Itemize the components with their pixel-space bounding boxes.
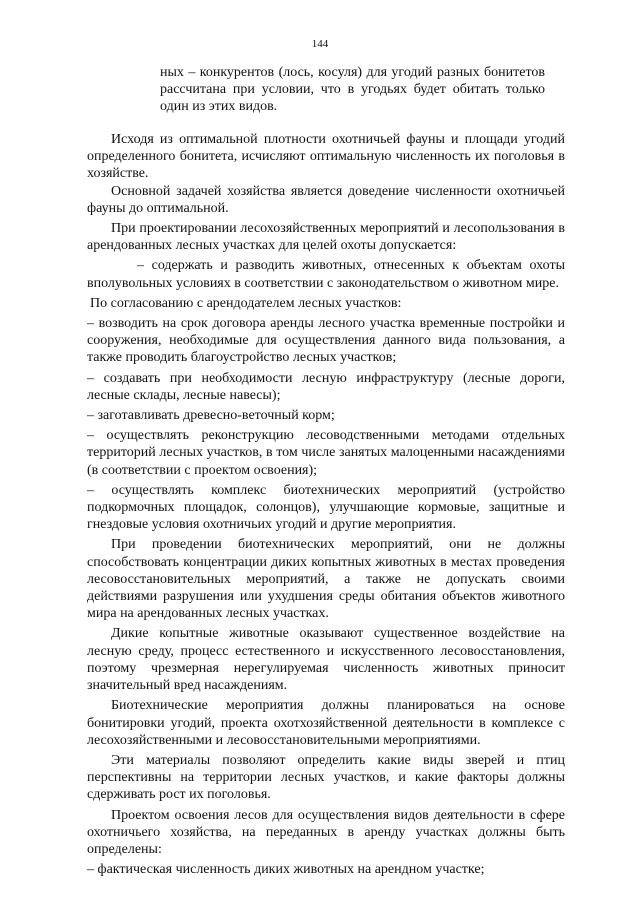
- page-number: 144: [311, 38, 329, 50]
- list-item-breeding: – содержать и разводить животных, отнесенных к объектам охоты вполувольных условиях в соответствии с законодательством о животном мире.: [87, 258, 565, 291]
- paragraph-main-task: Основной задачей хозяйства является доведение численности охотничьей фауны до оптимальной.: [87, 183, 565, 216]
- paragraph-allowed-activities: При проектировании лесохозяйственных мероприятий и лесопользования в арендованных лесных участках для целей охоты допускается:: [87, 221, 565, 254]
- list-item-biotechnical: – осуществлять комплекс биотехнических мероприятий (устройство подкормочных площадок, солонцов), улучшающие кормовые, защитные и гнездовые условия охотничьих угодий и другие мероприятия.: [87, 482, 565, 533]
- list-item-forage: – заготавливать древесно-веточный корм;: [87, 408, 335, 424]
- list-item-structures: – возводить на срок договора аренды лесного участка временные постройки и сооружения, необходимые для осуществления данного вида пользования, а также проводить благоустройство лесных участков;: [87, 316, 565, 366]
- paragraph-materials-purpose: Эти материалы позволяют определить какие виды зверей и птиц перспективны на территории лесных участков, и какие факторы должны сдерживать рост их поголовья.: [87, 752, 565, 803]
- list-item-reconstruction: – осуществлять реконструкцию лесоводственными методами отдельных территорий лесных участков, в том числе занятых малоценными насаждениями (в соответствии с проектом освоения);: [87, 428, 565, 478]
- list-item-actual-population: – фактическая численность диких животных на арендном участке;: [87, 862, 485, 878]
- paragraph-biotechnical-restrictions: При проведении биотехнических мероприятий, они не должны способствовать концентрации диких копытных животных в местах проведения лесовосстановительных мероприятий, а также не допускать своими действиями разрушения или ухудшения среды обитания объектов животного мира на арендованных лесных участках.: [87, 537, 565, 622]
- paragraph-agreement: По согласованию с арендодателем лесных участков:: [90, 295, 402, 311]
- paragraph-planning-basis: Биотехнические мероприятия должны планироваться на основе бонитировки угодий, проекта охотхозяйственной деятельности в комплексе с лесохозяйственными и лесовосстановительными мероприятиями.: [87, 698, 565, 748]
- list-item-infrastructure: – создавать при необходимости лесную инфраструктуру (лесные дороги, лесные склады, лесные навесы);: [87, 370, 565, 403]
- body-text: [87, 131, 565, 881]
- paragraph-optimal-population: Исходя из оптимальной плотности охотничьей фауны и площади угодий определенного бонитета, исчисляют оптимальную численность их поголовья в хозяйстве.: [87, 132, 565, 182]
- paragraph-ungulates-impact: Дикие копытные животные оказывают существенное воздействие на лесную среду, процесс естественного и искусственного лесовосстановления, поэтому чрезмерная нерегулируемая численность животных приносит значительный вред насаждениям.: [87, 626, 565, 694]
- continuation-note: [160, 64, 545, 116]
- paragraph-project-requirements: Проектом освоения лесов для осуществления видов деятельности в сфере охотничьего хозяйства, на переданных в аренду участках должны быть определены:: [87, 807, 565, 857]
- continuation-note-text: ных – конкурентов (лось, косуля) для угодий разных бонитетов рассчитана при условии, что в угодьях будет обитать только один из этих видов.: [160, 65, 545, 115]
